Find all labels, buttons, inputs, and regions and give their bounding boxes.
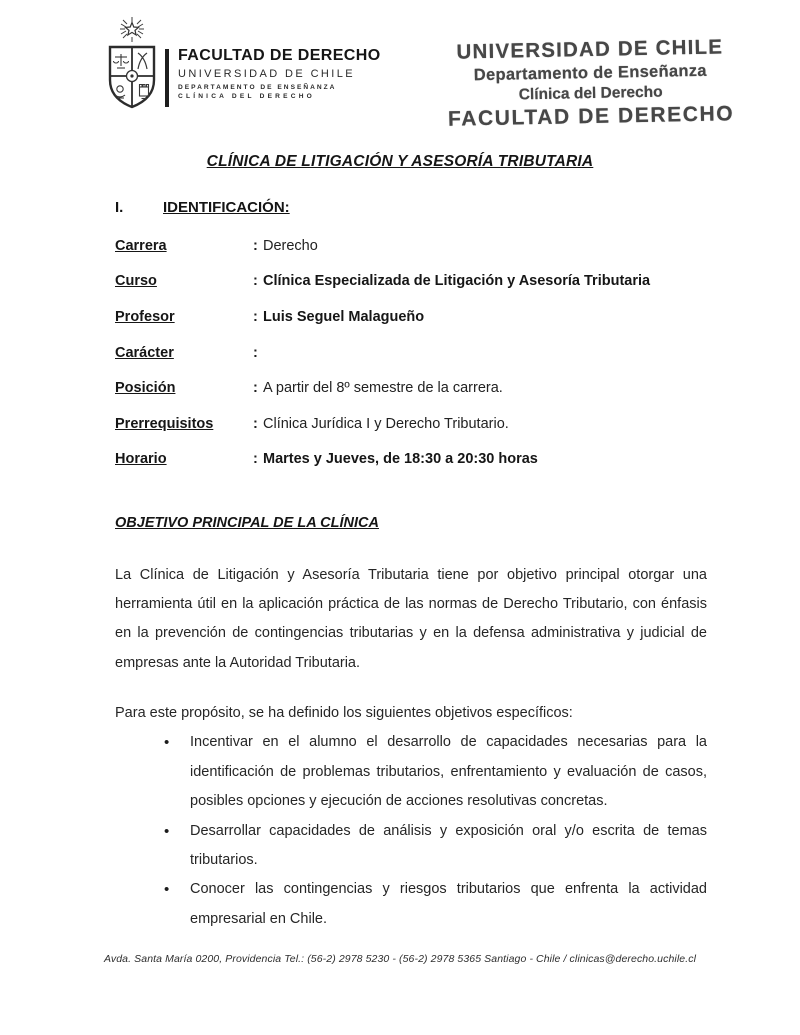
logo-clinic-line: CLÍNICA DEL DERECHO [178,93,315,100]
field-label: Profesor [115,308,175,325]
field-value: Martes y Jueves, de 18:30 a 20:30 horas [263,451,538,468]
field-row-caracter [115,335,715,371]
field-label: Horario [115,451,167,468]
logo-text [178,47,381,100]
field-colon: : [253,451,258,468]
objectives-intro: Para este propósito, se ha definido los siguientes objetivos específicos: [115,705,573,721]
objective-heading: OBJETIVO PRINCIPAL DE LA CLÍNICA [115,515,379,531]
logo-department-line: DEPARTAMENTO DE ENSEÑANZA [178,84,337,91]
document-title: CLÍNICA DE LITIGACIÓN Y ASESORÍA TRIBUTARIA [206,153,594,170]
objectives-list [115,728,707,934]
stamp-clinic-line: Clínica del Derecho [518,83,663,104]
section-numeral: I. [115,199,124,216]
university-logo [106,16,381,112]
objective-item: • Desarrollar capacidades de análisis y exposición oral y/o escrita de temas tributarios. [115,817,707,876]
field-colon: : [253,415,258,432]
field-label: Curso [115,273,157,290]
field-value: A partir del 8º semestre de la carrera. [263,380,503,397]
field-colon: : [253,273,258,290]
field-colon: : [253,380,258,397]
logo-faculty-line: FACULTAD DE DERECHO [178,47,381,64]
logo-university-line: UNIVERSIDAD DE CHILE [178,68,355,80]
stamp-department-line: Departamento de Enseñanza [473,61,707,85]
field-row-profesor [115,299,715,335]
specific-objectives [115,699,707,934]
field-label: Carácter [115,344,174,361]
field-value: Luis Seguel Malagueño [263,308,425,325]
field-colon: : [253,344,258,361]
stamp-faculty-line: FACULTAD DE DERECHO [447,102,735,131]
section-identification-heading [115,199,290,216]
field-row-curso [115,264,715,300]
footer-address: Avda. Santa María 0200, Providencia Tel.: (56-2) 2978 5230 - (56-2) 2978 5365 Santiago - Chile / clinicas@derecho.uchile.cl [103,953,697,965]
field-value: Clínica Especializada de Litigación y Asesoría Tributaria [263,273,651,290]
field-colon: : [253,308,258,325]
university-crest-icon [106,16,158,112]
identification-fields [115,228,715,477]
objective-item: • Conocer las contingencias y riesgos tributarios que enfrenta la actividad empresarial en Chile. [115,875,707,934]
field-row-carrera [115,228,715,264]
field-value: Derecho [263,237,318,254]
objective-item: • Incentivar en el alumno el desarrollo de capacidades necesarias para la identificación de problemas tributarios, enfrentamiento y evaluación de casos, posibles opciones y ejecución de acciones resolutivas concretas. [115,728,707,816]
logo-divider [165,49,169,107]
stamp-university-line: UNIVERSIDAD DE CHILE [456,35,724,64]
field-label: Posición [115,380,176,397]
objective-paragraph: La Clínica de Litigación y Asesoría Tributaria tiene por objetivo principal otorgar una herramienta útil en la aplicación práctica de las normas de Derecho Tributario, con énfasis en la prevención de contingencias tributarias y en la defensa administrativa y judicial de empresas ante la Autoridad Tributaria. [115,567,707,671]
field-value: Clínica Jurídica I y Derecho Tributario. [263,415,509,432]
field-row-horario [115,442,715,478]
section-title: IDENTIFICACIÓN: [163,199,290,216]
department-stamp [437,35,744,132]
field-row-posicion [115,370,715,406]
field-row-prerrequisitos [115,406,715,442]
field-colon: : [253,237,258,254]
field-label: Prerrequisitos [115,415,214,432]
field-label: Carrera [115,237,167,254]
